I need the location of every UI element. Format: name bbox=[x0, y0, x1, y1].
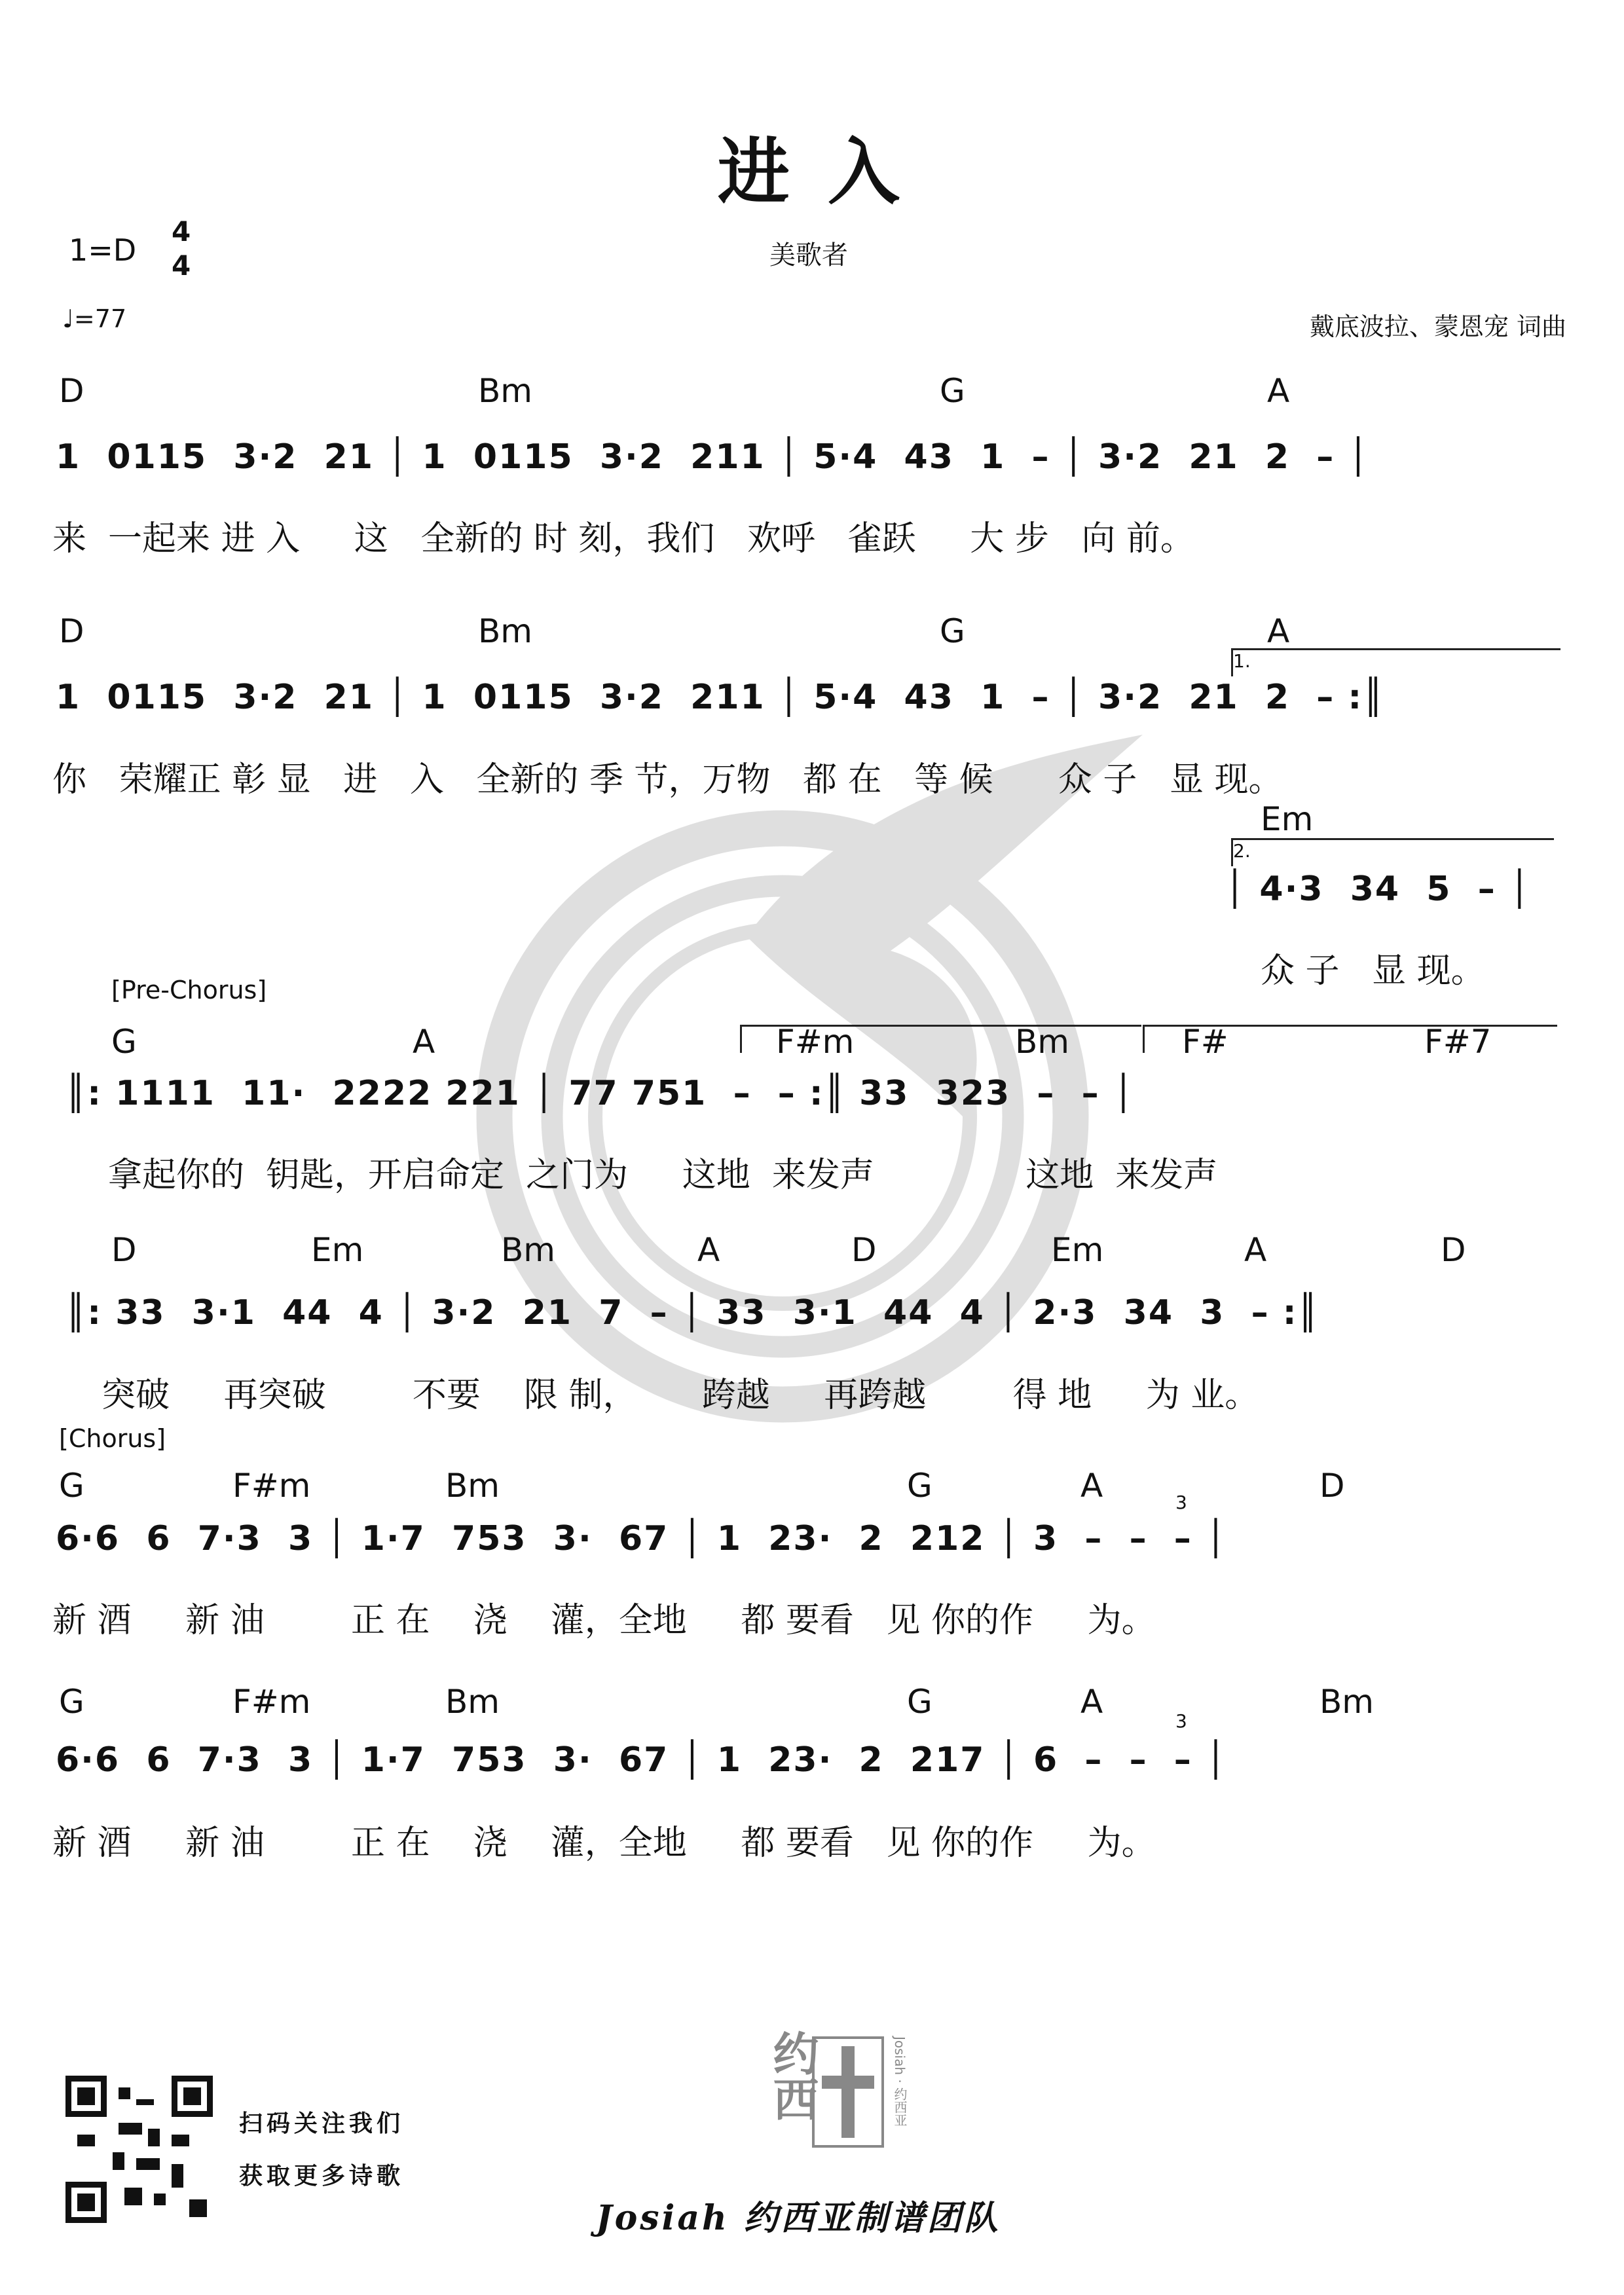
volta-number: 1. bbox=[1233, 650, 1251, 672]
chord: G bbox=[940, 612, 965, 650]
chord: G bbox=[59, 1683, 84, 1721]
section-label: [Pre-Chorus] bbox=[111, 976, 267, 1004]
time-signature bbox=[172, 215, 191, 283]
chord: F#m bbox=[776, 1023, 855, 1061]
josiah-logo bbox=[760, 2030, 923, 2161]
qr-code bbox=[65, 2076, 213, 2223]
chord: F#m bbox=[232, 1467, 311, 1505]
credit: 戴底波拉、蒙恩宠 词曲 bbox=[1309, 312, 1566, 341]
time-signature-bottom: 4 bbox=[172, 249, 191, 282]
chord: Em bbox=[1261, 800, 1314, 838]
chord: D bbox=[1441, 1231, 1466, 1269]
chord: F#m bbox=[232, 1683, 311, 1721]
chord: G bbox=[111, 1023, 137, 1061]
triplet-mark: 3 bbox=[1175, 1710, 1187, 1732]
triplet-mark: 3 bbox=[1175, 1492, 1187, 1513]
logo-side-text: Josiah · 约西亚 bbox=[892, 2036, 908, 2127]
notation-line: 6·6 6 7·3 3 │ 1·7 753 3· 67 │ 1 23· 2 217 │ 6 – – – │ bbox=[56, 1740, 1228, 1780]
team-name: Josiah 约西亚制谱团队 bbox=[596, 2198, 1001, 2238]
chord: G bbox=[940, 372, 965, 410]
chord: Em bbox=[1051, 1231, 1104, 1269]
volta-bracket bbox=[1143, 1025, 1557, 1053]
chord: Bm bbox=[1015, 1023, 1070, 1061]
chord: A bbox=[1267, 372, 1290, 410]
notation-line: │ 4·3 34 5 – │ bbox=[1225, 870, 1532, 909]
chord: Bm bbox=[1320, 1683, 1375, 1721]
lyric-line: 你 荣耀正 彰 显 进 入 全新的 季 节，万物 都 在 等 候 众 子 显 现。 bbox=[52, 760, 1283, 799]
chord: G bbox=[59, 1467, 84, 1505]
chord: D bbox=[111, 1231, 137, 1269]
key-signature: 1=D bbox=[69, 232, 137, 268]
notation-line: ║: 33 3·1 44 4 │ 3·2 21 7 – │ 33 3·1 44 4 │ 2·3 34 3 – :║ bbox=[65, 1293, 1320, 1332]
chord: Bm bbox=[501, 1231, 556, 1269]
lyric-line: 众 子 显 现。 bbox=[1261, 951, 1485, 991]
lyric-line: 突破 再突破 不要 限 制， 跨越 再跨越 得 地 为 业。 bbox=[101, 1376, 1259, 1415]
qr-caption-2: 获取更多诗歌 bbox=[239, 2162, 405, 2190]
chord: Bm bbox=[478, 372, 533, 410]
notation-line: 1 0115 3·2 21 │ 1 0115 3·2 211 │ 5·4 43 1 – │ 3·2 21 2 – :║ bbox=[56, 678, 1385, 717]
qr-caption-1: 扫码关注我们 bbox=[239, 2110, 405, 2137]
notation-line: 1 0115 3·2 21 │ 1 0115 3·2 211 │ 5·4 43 1 – │ 3·2 21 2 – │ bbox=[56, 437, 1370, 477]
chord: F# bbox=[1182, 1023, 1228, 1061]
chord: Bm bbox=[445, 1683, 500, 1721]
logo-text: 约西 bbox=[766, 2030, 820, 2121]
chord: G bbox=[907, 1467, 932, 1505]
chord: A bbox=[697, 1231, 720, 1269]
lyric-line: 拿起你的 钥匙，开启命定 之门为 这地 来发声 这地 来发声 bbox=[108, 1156, 1218, 1195]
volta-bracket bbox=[740, 1025, 1141, 1053]
song-title: 进 入 bbox=[717, 130, 907, 214]
chord: D bbox=[59, 612, 84, 650]
artist: 美歌者 bbox=[769, 240, 848, 270]
chord: Bm bbox=[445, 1467, 500, 1505]
lyric-line: 来 一起来 进 入 这 全新的 时 刻，我们 欢呼 雀跃 大 步 向 前。 bbox=[52, 519, 1194, 559]
chord: Em bbox=[311, 1231, 364, 1269]
chord: G bbox=[907, 1683, 932, 1721]
tempo: ♩=77 bbox=[62, 304, 127, 333]
chord: D bbox=[851, 1231, 877, 1269]
time-signature-top: 4 bbox=[172, 215, 191, 248]
section-label: [Chorus] bbox=[59, 1424, 166, 1453]
notation-line: ║: 1111 11· 2222 221 │ 77 751 – – :║ 33 323 – – │ bbox=[65, 1074, 1135, 1113]
volta-bracket bbox=[1231, 838, 1554, 866]
notation-line: 6·6 6 7·3 3 │ 1·7 753 3· 67 │ 1 23· 2 212 │ 3 – – – │ bbox=[56, 1519, 1228, 1558]
volta-number: 2. bbox=[1233, 840, 1251, 862]
chord: A bbox=[1267, 612, 1290, 650]
chord: D bbox=[1320, 1467, 1345, 1505]
chord: A bbox=[1080, 1683, 1103, 1721]
logo-cross-icon bbox=[812, 2036, 884, 2148]
chord: F#7 bbox=[1424, 1023, 1492, 1061]
lyric-line: 新 酒 新 油 正 在 浇 灌，全地 都 要看 见 你的作 为。 bbox=[52, 1601, 1156, 1640]
chord: D bbox=[59, 372, 84, 410]
chord: A bbox=[1080, 1467, 1103, 1505]
chord: Bm bbox=[478, 612, 533, 650]
lyric-line: 新 酒 新 油 正 在 浇 灌，全地 都 要看 见 你的作 为。 bbox=[52, 1824, 1156, 1863]
chord: A bbox=[1244, 1231, 1267, 1269]
volta-bracket bbox=[1231, 648, 1560, 676]
chord: A bbox=[413, 1023, 435, 1061]
